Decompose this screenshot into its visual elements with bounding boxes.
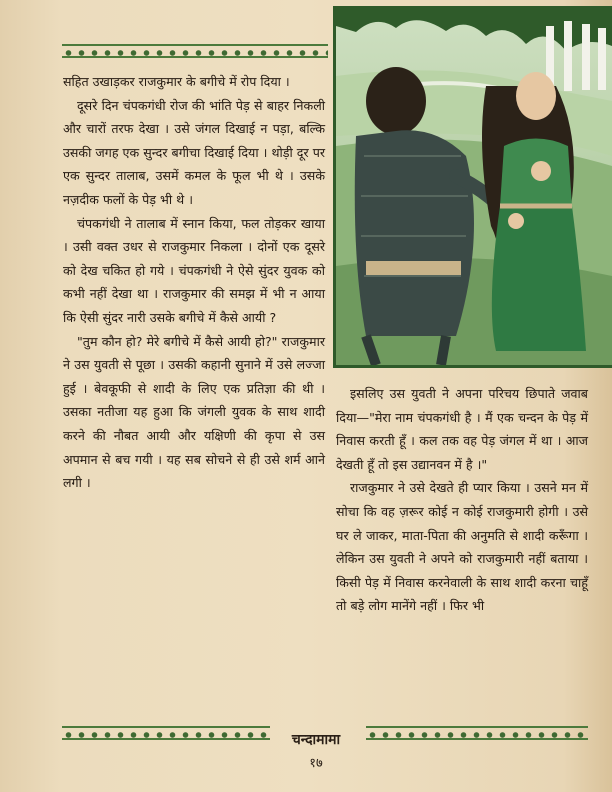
- prince-and-maiden-illustration: [336, 6, 612, 365]
- paragraph: "तुम कौन हो? मेरे बगीचे में कैसे आयी हो?" राजकुमार ने उस युवती से पूछा । उसकी कहानी सुनाने में उसे लज्जा हुई । बेवकूफी से शादी के लिए एक प्रतिज्ञा की थी । उसका नतीजा यह हुआ कि जंगली युवक के साथ शादी करने की नौबत आयी और यक्षिणी की कृपा से उस अपमान से बच गयी । यह सब सोचने से ही उसे शर्म आने लगी ।: [63, 333, 325, 491]
- right-column-text: [336, 382, 588, 618]
- paragraph: चंपकगंधी ने तालाब में स्नान किया, फल तोड़कर खाया । उसी वक्त उधर से राजकुमार निकला । दोनों एक दूसरे को देख चकित हो गये । चंपकगंधी ने ऐसे सुंदर युवक को कभी नहीं देखा था । राजकुमार की समझ में भी न आया कि ऐसी सुंदर नारी उसके बगीचे में कैसे आयी ?: [63, 215, 325, 325]
- top-ornament-border: [62, 44, 328, 58]
- paragraph: दूसरे दिन चंपकगंधी रोज की भांति पेड़ से बाहर निकली और चारों तरफ देखा । उसे जंगल दिखाई न पड़ा, बल्कि उसकी जगह एक सुन्दर बगीचा दिखाई दिया । थोड़ी दूर पर एक सुन्दर तालाब, उसमें कमल के फूल भी थे । उसके नज़दीक फलों के पेड़ भी थे ।: [63, 97, 325, 207]
- left-column-text: [63, 70, 325, 495]
- paragraph: राजकुमार ने उसे देखते ही प्यार किया । उसने मन में सोचा कि वह ज़रूर कोई न कोई राजकुमारी होगी । उसे घर ले जाकर, माता-पिता की अनुमति से शादी करूँगा । लेकिन उस युवती ने अपने को राजकुमारी नहीं बताया । किसी पेड़ में निवास करनेवाली के साथ शादी करना चाहूँ तो बड़े लोग मानेंगे नहीं । फिर भी: [336, 480, 588, 614]
- magazine-name: चन्दामामा: [291, 732, 341, 748]
- story-illustration: [333, 6, 612, 368]
- bottom-left-ornament-border: [62, 726, 270, 740]
- paragraph: इसलिए उस युवती ने अपना परिचय छिपाते जवाब दिया—"मेरा नाम चंपकगंधी है । मैं एक चन्दन के पेड़ में निवास करती हूँ । कल तक वह पेड़ जंगल में था । आज देखती हूँ तो इस उद्यानवन में है ।": [336, 386, 588, 472]
- paragraph: सहित उखाड़कर राजकुमार के बगीचे में रोप दिया ।: [63, 74, 290, 89]
- bottom-right-ornament-border: [366, 726, 588, 740]
- page-number: १७: [309, 756, 323, 771]
